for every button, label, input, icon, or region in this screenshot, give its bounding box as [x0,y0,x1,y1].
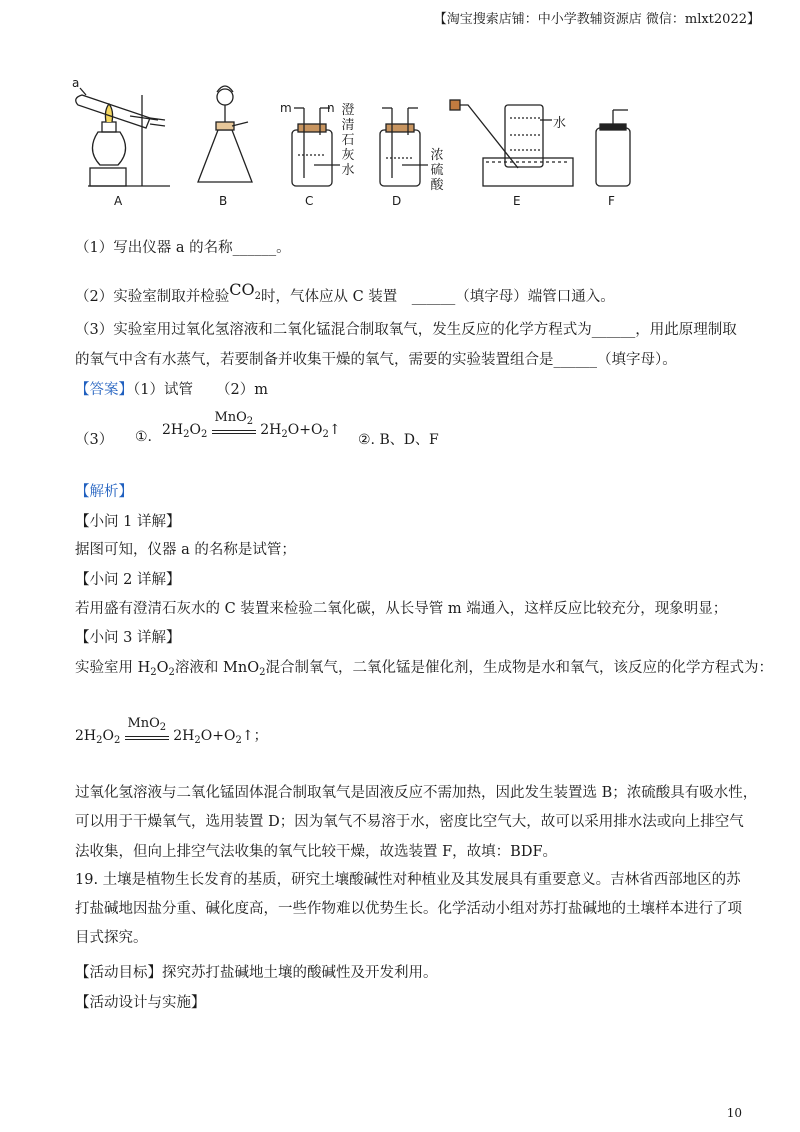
page-number: 10 [726,1106,742,1120]
apparatus-label-d: D [392,194,402,208]
analysis-tag: 【解析】 [75,484,133,500]
apparatus-label-c: C [305,194,314,208]
label-n: n [327,101,335,115]
q19-goal: 【活动目标】探究苏打盐碱地土壤的酸碱性及开发利用。 [75,965,438,981]
analysis-s3-title: 【小问 3 详解】 [75,630,181,646]
apparatus-label-a: A [114,194,123,208]
question-3-line1: （3）实验室用过氧化氢溶液和二氧化锰混合制取氧气，发生反应的化学方程式为______，用此原理制取 [75,322,737,338]
analysis-para1: 过氧化氢溶液与二氧化锰固体混合制取氧气是固液反应不需加热，因此发生装置选 B；浓硫酸具有吸水性， [75,785,758,801]
analysis-equation: $2H_2O_2$ MnO$_2$ $2H_2O+O_2↑$； [75,716,268,746]
question-2: （2）实验室制取并检验$CO^2$时，气体应从 C 装置 ______（填字母）端管口通入。 [75,280,615,305]
q19-line1: 19. 土壤是植物生长发育的基质，研究土壤酸碱性对种植业及其发展具有重要意义。吉林省西部地区的苏 [75,872,741,888]
label-a: a [72,76,80,90]
e-water-label: 水 [553,116,567,131]
analysis-s1-body: 据图可知，仪器 a 的名称是试管； [75,542,296,558]
catalyst-over-arrow: MnO$_2$ [212,424,256,434]
analysis-s2-title: 【小问 2 详解】 [75,572,181,588]
d-liquid-label: 浓 硫 酸 [430,148,444,193]
answer-tag: 【答案】 [75,382,133,398]
q19-design: 【活动设计与实施】 [75,995,206,1011]
equal-sign [125,736,169,740]
apparatus-label-f: F [608,194,615,208]
answer-line: 【答案】（1）试管 （2）m [75,382,269,398]
analysis-para3: 法收集，但向上排空气法收集的氧气比较干燥，故选装置 F，故填：BDF。 [75,844,558,860]
answer-3-prefix: （3） [75,432,114,448]
analysis-s1-title: 【小问 1 详解】 [75,514,181,530]
apparatus-drawing [0,0,800,215]
analysis-s3-body: 实验室用 $H_2O_2$溶液和 MnO$_2$混合制氧气，二氧化锰是催化剂，生成物是水和氧气，该反应的化学方程式为： [75,660,773,678]
apparatus-label-e: E [513,194,521,208]
q19-line3: 目式探究。 [75,930,148,946]
question-3-line2: 的氧气中含有水蒸气，若要制备并收集干燥的氧气，需要的实验装置组合是______（填字母）。 [75,352,677,368]
label-m: m [280,101,292,115]
apparatus-figure [0,0,800,215]
equal-sign [212,430,256,434]
catalyst-over-arrow: MnO$_2$ [125,730,169,740]
analysis-para2: 可以用于干燥氧气，选用装置 D；因为氧气不易溶于水，密度比空气大，故可以采用排水法或向上排空气 [75,814,744,830]
page-header: 【淘宝搜索店铺：中小学教辅资源店 微信：mlxt2022】 [433,12,760,27]
answer-equation: $2H_2O_2$ MnO$_2$ $2H_2O+O_2↑$ [162,410,341,440]
analysis-s2-body: 若用盛有澄清石灰水的 C 装置来检验二氧化碳，从长导管 m 端通入，这样反应比较充分，现象明显； [75,601,728,617]
answer-3-num1: ①. [135,429,153,445]
answer-3-num2: ②. B、D、F [358,432,439,448]
question-1: （1）写出仪器 a 的名称______。 [75,240,291,256]
c-liquid-label: 澄 清 石 灰 水 [341,103,355,178]
q19-line2: 打盐碱地因盐分重、碱化度高，一些作物难以优势生长。化学活动小组对苏打盐碱地的土壤样本进行了项 [75,901,742,917]
apparatus-label-b: B [219,194,228,208]
